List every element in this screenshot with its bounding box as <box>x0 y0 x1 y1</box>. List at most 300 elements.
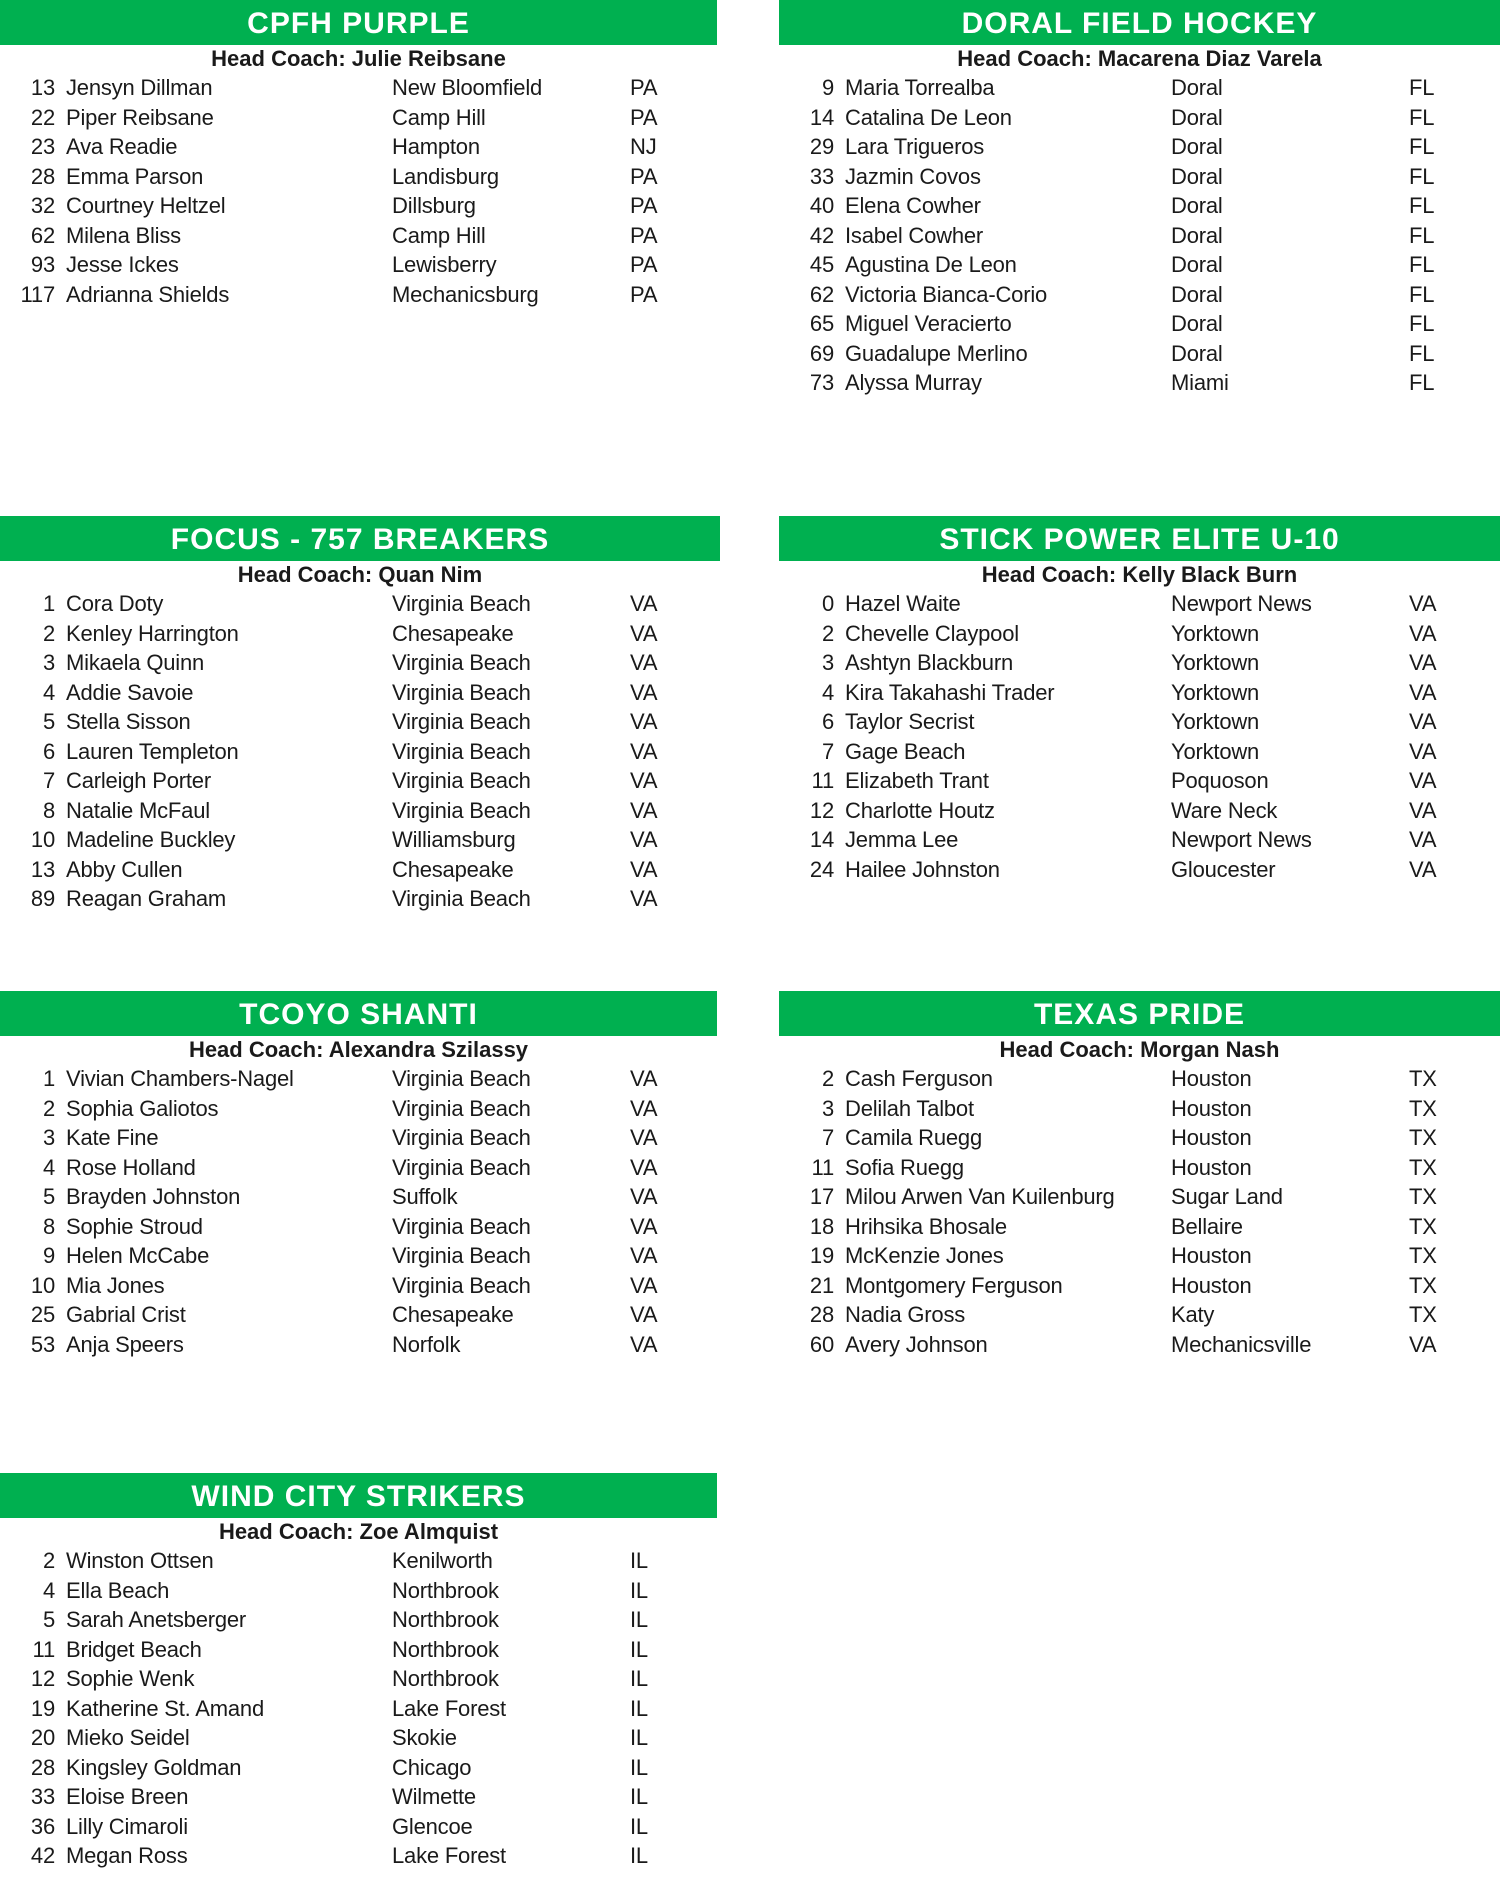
player-name: Delilah Talbot <box>845 1095 974 1121</box>
player-row <box>0 1723 720 1753</box>
player-row <box>0 1182 720 1212</box>
player-state: IL <box>630 1666 648 1691</box>
player-name: Avery Johnson <box>845 1331 988 1357</box>
player-row <box>779 766 1499 796</box>
player-number: 3 <box>42 650 55 675</box>
player-city: Yorktown <box>1171 620 1260 646</box>
player-row <box>0 1841 720 1871</box>
player-row <box>0 1664 720 1694</box>
player-state: FL <box>1409 281 1435 307</box>
player-row <box>779 339 1499 369</box>
player-number: 10 <box>30 1272 55 1298</box>
player-city: Doral <box>1171 311 1223 336</box>
player-row <box>779 191 1499 221</box>
player-row <box>0 1812 720 1842</box>
team-title: FOCUS - 757 BREAKERS <box>0 516 720 561</box>
player-city: Chicago <box>392 1754 472 1780</box>
player-city: Katy <box>1171 1302 1215 1327</box>
player-state: PA <box>630 75 658 100</box>
player-city: Virginia Beach <box>392 591 531 616</box>
player-name: Brayden Johnston <box>66 1184 241 1209</box>
player-state: VA <box>630 797 658 823</box>
player-city: Virginia Beach <box>392 1243 531 1268</box>
team-roster <box>779 991 1499 1359</box>
player-city: Doral <box>1171 163 1223 189</box>
player-number: 11 <box>811 1154 834 1180</box>
player-city: New Bloomfield <box>392 75 543 100</box>
player-number: 62 <box>809 281 834 307</box>
player-state: VA <box>630 1095 658 1121</box>
player-state: VA <box>630 650 658 675</box>
team-roster <box>0 516 720 914</box>
player-city: Wilmette <box>392 1784 476 1809</box>
player-name: Milena Bliss <box>66 222 181 248</box>
player-number: 45 <box>809 252 834 277</box>
player-city: Landisburg <box>392 163 499 189</box>
player-city: Doral <box>1171 281 1223 307</box>
player-row <box>779 1212 1499 1242</box>
player-city: Doral <box>1171 134 1223 159</box>
player-number: 117 <box>20 281 55 307</box>
player-row <box>0 1546 720 1576</box>
player-name: Courtney Heltzel <box>66 193 226 218</box>
player-city: Virginia Beach <box>392 738 531 764</box>
player-name: Hailee Johnston <box>845 856 1000 882</box>
player-name: Mikaela Quinn <box>66 650 205 675</box>
player-number: 29 <box>809 134 834 159</box>
player-city: Houston <box>1171 1066 1252 1091</box>
player-state: FL <box>1409 311 1435 336</box>
player-name: Lauren Templeton <box>66 738 239 764</box>
head-coach: Head Coach: Morgan Nash <box>999 1037 1280 1062</box>
player-row <box>0 1576 720 1606</box>
player-state: VA <box>1409 709 1437 734</box>
player-state: IL <box>630 1695 648 1721</box>
player-state: TX <box>1409 1125 1437 1150</box>
player-name: Ashtyn Blackburn <box>845 650 1013 675</box>
player-state: TX <box>1409 1095 1437 1121</box>
player-state: VA <box>630 620 658 646</box>
player-city: Houston <box>1171 1272 1252 1298</box>
player-row <box>0 280 720 310</box>
player-number: 4 <box>42 1577 55 1603</box>
player-number: 32 <box>30 193 55 218</box>
player-city: Bellaire <box>1171 1213 1243 1239</box>
player-city: Williamsburg <box>392 827 516 852</box>
player-city: Doral <box>1171 222 1223 248</box>
player-number: 11 <box>811 768 834 793</box>
player-city: Chesapeake <box>392 856 514 882</box>
player-number: 17 <box>809 1184 834 1209</box>
player-number: 8 <box>42 797 55 823</box>
player-city: Virginia Beach <box>392 1066 531 1091</box>
player-row <box>0 1694 720 1724</box>
team-roster <box>779 0 1499 398</box>
player-row <box>779 221 1499 251</box>
player-city: Lewisberry <box>392 252 497 277</box>
player-name: Guadalupe Merlino <box>845 340 1028 366</box>
player-number: 14 <box>809 104 834 130</box>
player-state: NJ <box>630 134 657 159</box>
player-row <box>0 796 720 826</box>
player-name: Agustina De Leon <box>845 252 1017 277</box>
player-state: PA <box>630 163 658 189</box>
team-roster <box>0 1473 720 1871</box>
player-number: 21 <box>809 1272 834 1298</box>
player-name: Jesse Ickes <box>66 252 179 277</box>
player-name: Chevelle Claypool <box>845 620 1019 646</box>
player-name: Mia Jones <box>66 1272 165 1298</box>
team-title: WIND CITY STRIKERS <box>0 1473 717 1518</box>
player-number: 14 <box>809 827 834 852</box>
player-number: 62 <box>30 222 55 248</box>
player-row <box>779 619 1499 649</box>
player-row <box>779 737 1499 767</box>
player-row <box>0 1271 720 1301</box>
player-number: 33 <box>809 163 834 189</box>
player-name: Emma Parson <box>66 163 204 189</box>
player-state: VA <box>1409 650 1437 675</box>
player-name: Elena Cowher <box>845 193 981 218</box>
player-city: Virginia Beach <box>392 768 531 793</box>
team-roster <box>0 0 720 309</box>
player-number: 7 <box>42 768 55 793</box>
player-number: 3 <box>42 1125 55 1150</box>
team-title: TEXAS PRIDE <box>779 991 1500 1036</box>
player-city: Northbrook <box>392 1636 499 1662</box>
player-city: Doral <box>1171 75 1223 100</box>
player-state: VA <box>630 1213 658 1239</box>
player-city: Lake Forest <box>392 1843 506 1868</box>
player-city: Miami <box>1171 370 1229 395</box>
player-row <box>779 280 1499 310</box>
player-state: FL <box>1409 340 1435 366</box>
player-row <box>0 162 720 192</box>
team-roster <box>779 516 1499 884</box>
player-number: 1 <box>42 1066 55 1091</box>
player-name: Carleigh Porter <box>66 768 211 793</box>
player-name: Isabel Cowher <box>845 222 984 248</box>
player-state: IL <box>630 1548 648 1573</box>
player-name: Kira Takahashi Trader <box>845 679 1055 705</box>
player-row <box>779 250 1499 280</box>
player-row <box>0 1064 720 1094</box>
player-row <box>0 132 720 162</box>
player-name: Sofia Ruegg <box>845 1154 964 1180</box>
player-name: Vivian Chambers-Nagel <box>66 1066 294 1091</box>
player-city: Skokie <box>392 1725 457 1750</box>
player-row <box>0 766 720 796</box>
head-coach: Head Coach: Julie Reibsane <box>211 46 506 71</box>
player-state: VA <box>630 1154 658 1180</box>
player-name: Addie Savoie <box>66 679 194 705</box>
player-city: Yorktown <box>1171 738 1260 764</box>
player-city: Newport News <box>1171 827 1312 852</box>
player-city: Yorktown <box>1171 679 1260 705</box>
head-coach: Head Coach: Alexandra Szilassy <box>188 1037 529 1062</box>
player-name: Ava Readie <box>66 134 178 159</box>
player-name: Milou Arwen Van Kuilenburg <box>845 1184 1115 1209</box>
player-row <box>779 707 1499 737</box>
player-state: VA <box>630 1184 658 1209</box>
team-title: TCOYO SHANTI <box>0 991 717 1036</box>
head-coach: Head Coach: Quan Nim <box>237 562 483 587</box>
player-row <box>779 1271 1499 1301</box>
player-city: Newport News <box>1171 591 1312 616</box>
player-state: VA <box>630 1331 658 1357</box>
player-number: 7 <box>821 1125 834 1150</box>
player-state: IL <box>630 1784 648 1809</box>
player-row <box>0 1153 720 1183</box>
player-number: 12 <box>809 797 834 823</box>
player-name: Anja Speers <box>66 1331 184 1357</box>
player-name: Rose Holland <box>66 1154 196 1180</box>
player-name: Sophia Galiotos <box>66 1095 219 1121</box>
player-number: 60 <box>809 1331 834 1357</box>
player-row <box>779 1153 1499 1183</box>
player-number: 2 <box>821 1066 834 1091</box>
player-row <box>0 855 720 885</box>
player-state: IL <box>630 1607 648 1632</box>
player-city: Sugar Land <box>1171 1184 1283 1209</box>
player-city: Ware Neck <box>1171 797 1278 823</box>
player-state: VA <box>1409 856 1437 882</box>
player-city: Yorktown <box>1171 650 1260 675</box>
team-title: CPFH PURPLE <box>0 0 717 45</box>
player-row <box>0 1241 720 1271</box>
player-row <box>0 707 720 737</box>
player-state: VA <box>1409 679 1437 705</box>
player-city: Suffolk <box>392 1184 458 1209</box>
player-state: PA <box>630 252 658 277</box>
player-city: Lake Forest <box>392 1695 506 1721</box>
player-number: 22 <box>30 104 55 130</box>
player-number: 18 <box>809 1213 834 1239</box>
player-state: IL <box>630 1725 648 1750</box>
player-name: Lara Trigueros <box>845 134 985 159</box>
player-state: VA <box>630 591 658 616</box>
player-city: Virginia Beach <box>392 650 531 675</box>
player-state: TX <box>1409 1243 1437 1268</box>
player-name: Madeline Buckley <box>66 827 236 852</box>
player-city: Camp Hill <box>392 222 486 248</box>
player-number: 33 <box>30 1784 55 1809</box>
player-name: Sophie Wenk <box>66 1666 195 1691</box>
player-number: 8 <box>42 1213 55 1239</box>
player-number: 23 <box>30 134 55 159</box>
player-state: VA <box>630 1125 658 1150</box>
player-row <box>0 737 720 767</box>
player-state: VA <box>630 679 658 705</box>
player-city: Virginia Beach <box>392 1095 531 1121</box>
player-number: 11 <box>32 1636 55 1662</box>
player-state: VA <box>630 709 658 734</box>
player-name: Bridget Beach <box>66 1636 202 1662</box>
player-name: Megan Ross <box>66 1843 188 1868</box>
player-number: 6 <box>42 738 55 764</box>
player-name: Kingsley Goldman <box>66 1754 242 1780</box>
player-number: 36 <box>30 1813 55 1839</box>
player-city: Kenilworth <box>392 1548 493 1573</box>
player-state: VA <box>630 738 658 764</box>
player-city: Chesapeake <box>392 620 514 646</box>
player-name: Hazel Waite <box>845 591 961 616</box>
player-row <box>779 368 1499 398</box>
player-number: 53 <box>30 1331 55 1357</box>
player-state: TX <box>1409 1066 1437 1091</box>
player-city: Mechanicsville <box>1171 1331 1312 1357</box>
player-city: Virginia Beach <box>392 1125 531 1150</box>
player-state: VA <box>630 768 658 793</box>
player-number: 19 <box>809 1243 834 1268</box>
player-number: 7 <box>821 738 834 764</box>
player-city: Virginia Beach <box>392 1154 531 1180</box>
team-title: STICK POWER ELITE U-10 <box>779 516 1500 561</box>
player-row <box>779 73 1499 103</box>
player-city: Houston <box>1171 1243 1252 1268</box>
player-number: 28 <box>30 1754 55 1780</box>
player-row <box>779 162 1499 192</box>
player-row <box>779 855 1499 885</box>
player-state: FL <box>1409 134 1435 159</box>
player-row <box>0 825 720 855</box>
player-state: PA <box>630 104 658 130</box>
player-state: FL <box>1409 252 1435 277</box>
head-coach: Head Coach: Kelly Black Burn <box>981 562 1298 587</box>
player-row <box>0 1330 720 1360</box>
player-row <box>0 250 720 280</box>
player-state: IL <box>630 1636 648 1662</box>
player-row <box>779 1300 1499 1330</box>
player-state: VA <box>630 827 658 852</box>
player-name: Jazmin Covos <box>845 163 981 189</box>
player-name: Cora Doty <box>66 591 164 616</box>
player-name: Stella Sisson <box>66 709 191 734</box>
player-state: FL <box>1409 193 1435 218</box>
player-state: IL <box>630 1754 648 1780</box>
player-number: 3 <box>821 650 834 675</box>
player-name: McKenzie Jones <box>845 1243 1004 1268</box>
player-number: 42 <box>809 222 834 248</box>
player-name: Kate Fine <box>66 1125 159 1150</box>
player-name: Kenley Harrington <box>66 620 239 646</box>
player-city: Virginia Beach <box>392 1272 531 1298</box>
player-city: Camp Hill <box>392 104 486 130</box>
player-row <box>0 1782 720 1812</box>
player-city: Northbrook <box>392 1666 499 1691</box>
player-name: Piper Reibsane <box>66 104 214 130</box>
player-number: 6 <box>821 709 834 734</box>
player-number: 12 <box>30 1666 55 1691</box>
player-name: Charlotte Houtz <box>845 797 995 823</box>
player-city: Gloucester <box>1171 856 1276 882</box>
player-city: Yorktown <box>1171 709 1260 734</box>
player-city: Dillsburg <box>392 193 476 218</box>
player-number: 9 <box>821 75 834 100</box>
player-name: Winston Ottsen <box>66 1548 214 1573</box>
player-name: Katherine St. Amand <box>66 1695 264 1721</box>
player-row <box>0 191 720 221</box>
player-name: Sophie Stroud <box>66 1213 203 1239</box>
player-number: 2 <box>821 620 834 646</box>
player-name: Abby Cullen <box>66 856 183 882</box>
player-number: 42 <box>30 1843 55 1868</box>
player-city: Doral <box>1171 252 1223 277</box>
player-row <box>779 1182 1499 1212</box>
player-row <box>0 1212 720 1242</box>
player-row <box>779 796 1499 826</box>
player-number: 24 <box>809 856 834 882</box>
player-number: 89 <box>30 886 55 911</box>
player-name: Mieko Seidel <box>66 1725 190 1750</box>
player-state: VA <box>1409 620 1437 646</box>
player-number: 2 <box>42 1548 55 1573</box>
player-state: TX <box>1409 1302 1437 1327</box>
player-city: Glencoe <box>392 1813 473 1839</box>
player-number: 19 <box>30 1695 55 1721</box>
player-number: 9 <box>42 1243 55 1268</box>
player-row <box>0 589 720 619</box>
player-name: Taylor Secrist <box>845 709 975 734</box>
player-city: Virginia Beach <box>392 1213 531 1239</box>
player-city: Doral <box>1171 104 1223 130</box>
player-number: 4 <box>821 679 834 705</box>
player-number: 13 <box>30 75 55 100</box>
player-name: Elizabeth Trant <box>845 768 989 793</box>
player-city: Northbrook <box>392 1607 499 1632</box>
player-row <box>0 103 720 133</box>
player-city: Mechanicsburg <box>392 281 539 307</box>
player-number: 5 <box>42 1607 55 1632</box>
player-row <box>0 1123 720 1153</box>
player-name: Ella Beach <box>66 1577 170 1603</box>
player-row <box>779 1241 1499 1271</box>
head-coach: Head Coach: Macarena Diaz Varela <box>957 46 1322 71</box>
team-title: DORAL FIELD HOCKEY <box>779 0 1500 45</box>
player-city: Norfolk <box>392 1331 461 1357</box>
player-name: Miguel Veracierto <box>845 311 1012 336</box>
player-state: VA <box>1409 797 1437 823</box>
player-name: Alyssa Murray <box>845 370 982 395</box>
player-name: Lilly Cimaroli <box>66 1813 188 1839</box>
player-city: Virginia Beach <box>392 886 531 911</box>
player-number: 13 <box>30 856 55 882</box>
player-number: 40 <box>809 193 834 218</box>
player-row <box>779 589 1499 619</box>
player-state: TX <box>1409 1272 1437 1298</box>
player-state: IL <box>630 1813 648 1839</box>
player-name: Hrihsika Bhosale <box>845 1213 1007 1239</box>
player-city: Virginia Beach <box>392 679 531 705</box>
player-state: VA <box>1409 591 1437 616</box>
team-roster <box>0 991 720 1359</box>
player-number: 4 <box>42 1154 55 1180</box>
player-state: VA <box>1409 827 1437 852</box>
player-row <box>779 1094 1499 1124</box>
player-city: Virginia Beach <box>392 797 531 823</box>
player-number: 10 <box>30 827 55 852</box>
player-name: Adrianna Shields <box>66 281 230 307</box>
player-number: 4 <box>42 679 55 705</box>
player-number: 0 <box>821 591 834 616</box>
player-name: Natalie McFaul <box>66 797 210 823</box>
player-name: Jensyn Dillman <box>66 75 213 100</box>
player-state: FL <box>1409 75 1435 100</box>
player-name: Nadia Gross <box>845 1302 966 1327</box>
player-row <box>0 678 720 708</box>
player-row <box>0 1300 720 1330</box>
player-row <box>0 1094 720 1124</box>
